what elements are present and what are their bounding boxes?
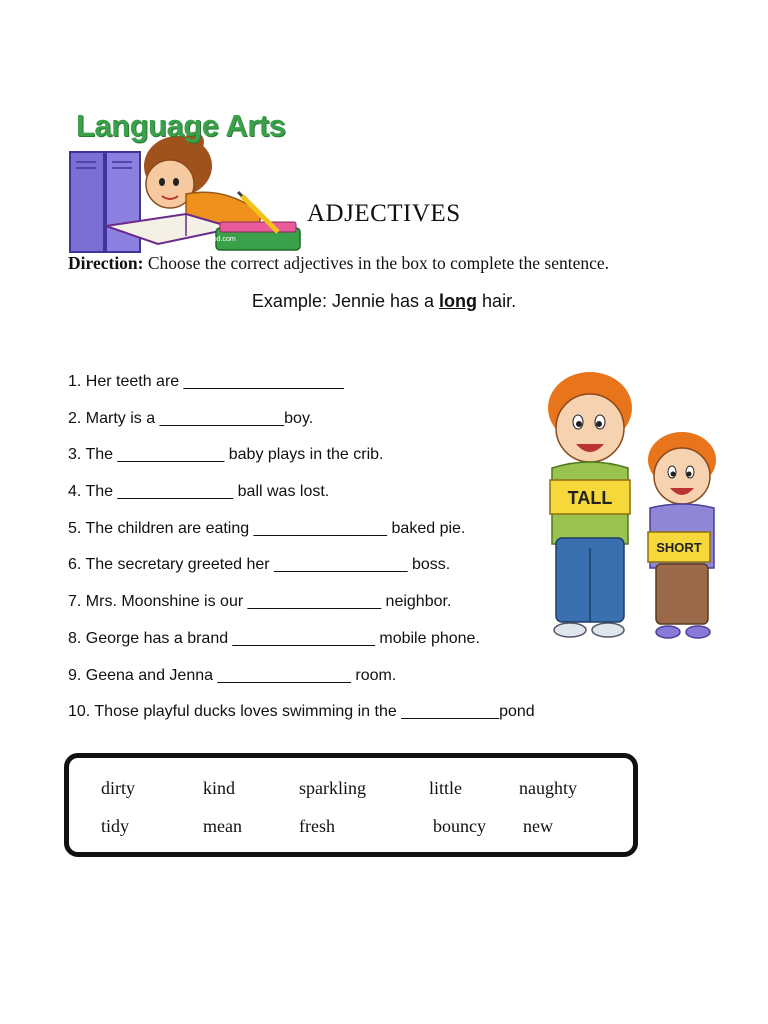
direction-text: Choose the correct adjectives in the box to complete the sentence. — [143, 253, 610, 273]
question-item: 4. The _____________ ball was lost. — [68, 483, 330, 501]
word-bank-box — [64, 753, 638, 857]
question-item: 10. Those playful ducks loves swimming in the ___________pond — [68, 703, 535, 721]
short-sign-label: SHORT — [656, 540, 702, 555]
example-after: hair. — [477, 291, 517, 311]
word-bank-item: dirty — [101, 778, 135, 798]
word-bank-item: sparkling — [299, 778, 366, 798]
question-item: 7. Mrs. Moonshine is our _______________ neighbor. — [68, 593, 452, 611]
question-item: 2. Marty is a ______________boy. — [68, 409, 314, 427]
tall-short-boys-illustration — [532, 368, 722, 648]
word-bank-item: bouncy — [433, 816, 486, 836]
word-bank-item: naughty — [519, 778, 577, 798]
word-bank-item: fresh — [299, 816, 335, 836]
short-boy-pants — [656, 564, 708, 624]
word-bank-item: kind — [203, 778, 236, 798]
question-list — [68, 372, 535, 739]
short-boy-face — [654, 448, 710, 504]
example-before: Example: Jennie has a — [251, 291, 440, 311]
question-item: 8. George has a brand ________________ mobile phone. — [68, 629, 480, 647]
logo-title: Language Arts — [76, 108, 286, 143]
question-item: 5. The children are eating _______________ baked pie. — [68, 519, 466, 537]
example-keyword: long — [439, 291, 478, 311]
direction-label: Direction: — [68, 253, 144, 273]
question-item: 6. The secretary greeted her _______________ boss. — [68, 556, 451, 574]
logo-tag: appd.com — [205, 236, 236, 243]
worksheet-title: ADJECTIVES — [307, 200, 461, 227]
word-bank-item: mean — [203, 816, 242, 836]
tall-sign-label: TALL — [567, 488, 613, 508]
question-item: 1. Her teeth are __________________ — [68, 373, 344, 390]
direction-line — [68, 253, 609, 274]
question-item: 3. The ____________ baby plays in the crib. — [68, 446, 384, 464]
word-bank-item: tidy — [101, 816, 130, 836]
locker-left — [70, 152, 104, 252]
example-sentence — [0, 291, 768, 312]
word-bank-item: little — [429, 778, 462, 798]
word-bank-item: new — [523, 816, 553, 836]
question-item: 9. Geena and Jenna _______________ room. — [68, 666, 397, 684]
